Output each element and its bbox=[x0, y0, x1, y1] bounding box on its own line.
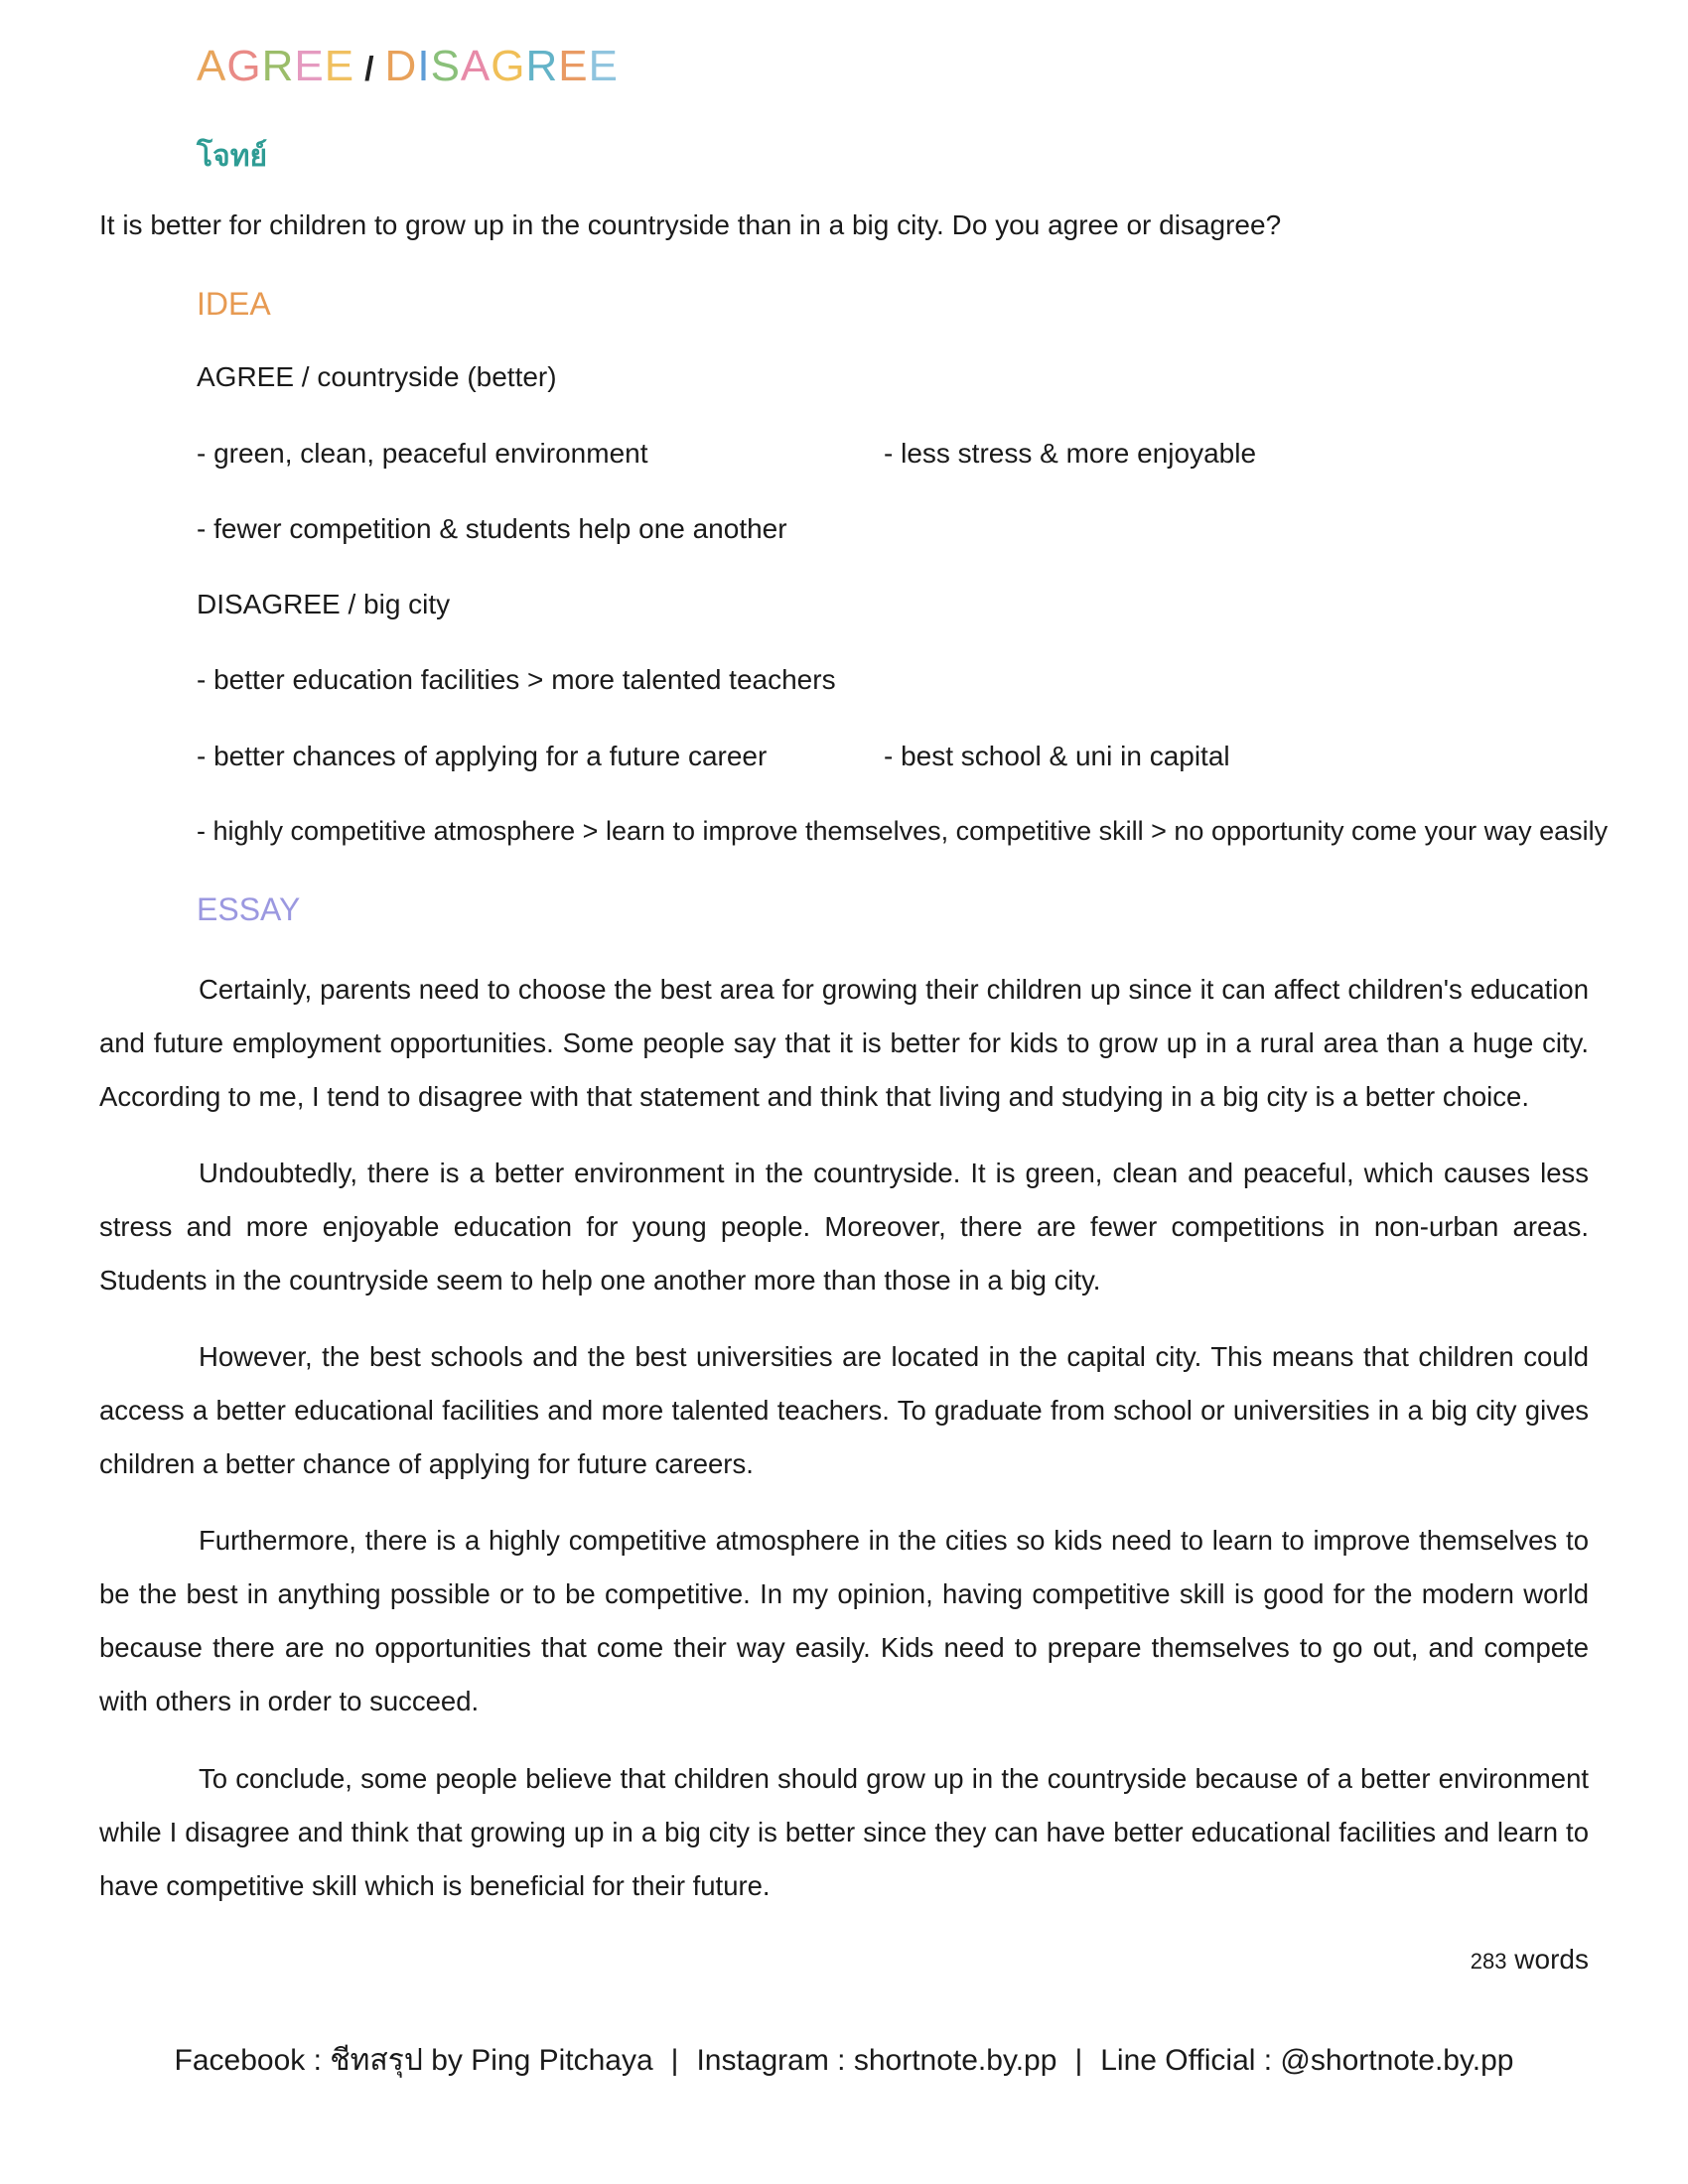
agree-title: AGREE / countryside (better) bbox=[197, 361, 557, 392]
page-title bbox=[197, 42, 619, 91]
title-disagree: DISAGREE bbox=[384, 42, 620, 90]
footer-facebook: Facebook : ชีทสรุป by Ping Pitchaya bbox=[174, 2044, 653, 2077]
idea-heading: IDEA bbox=[197, 286, 271, 322]
essay-heading: ESSAY bbox=[197, 891, 301, 927]
disagree-point-2: - better chances of applying for a future career bbox=[197, 741, 768, 771]
disagree-point-4: - highly competitive atmosphere > learn to improve themselves, competitive skill > no opportunity come your way easily bbox=[197, 816, 1609, 846]
footer-instagram: Instagram : shortnote.by.pp bbox=[696, 2044, 1057, 2077]
essay-paragraph-2: Undoubtedly, there is a better environment in the countryside. It is green, clean and peaceful, which causes less stress and more enjoyable education for young people. Moreover, there are fewer competitions in non-urban areas. Students in the countryside seem to help one another more than those in a big city. bbox=[99, 1158, 1589, 1296]
title-slash: / bbox=[364, 51, 375, 88]
disagree-point-1: - better education facilities > more talented teachers bbox=[197, 664, 836, 695]
word-count bbox=[1471, 1944, 1589, 1976]
agree-point-3: - fewer competition & students help one another bbox=[197, 513, 787, 544]
disagree-point-3: - best school & uni in capital bbox=[884, 741, 1230, 771]
footer-line-official: Line Official : @shortnote.by.pp bbox=[1100, 2044, 1514, 2077]
footer-separator-2: | bbox=[1074, 2044, 1083, 2077]
agree-point-1: - green, clean, peaceful environment bbox=[197, 438, 648, 469]
footer-credits bbox=[0, 2037, 1688, 2084]
essay-paragraph-5: To conclude, some people believe that children should grow up in the countryside because of a better environment while I disagree and think that growing up in a big city is better since they can have better educational facilities and learn to have competitive skill which is beneficial for their future. bbox=[99, 1763, 1589, 1901]
word-count-number: 283 bbox=[1470, 1949, 1507, 1974]
essay-paragraph-4: Furthermore, there is a highly competitive atmosphere in the cities so kids need to learn to improve themselves to be the best in anything possible or to be competitive. In my opinion, having competitive skill is good for the modern world because there are no opportunities that come their way easily. Kids need to prepare themselves to go out, and compete with others in order to succeed. bbox=[99, 1525, 1589, 1716]
agree-point-2: - less stress & more enjoyable bbox=[884, 438, 1257, 469]
topic-label: โจทย์ bbox=[197, 140, 268, 173]
title-agree: AGREE bbox=[197, 42, 355, 90]
disagree-title: DISAGREE / big city bbox=[197, 589, 451, 619]
essay-paragraph-3: However, the best schools and the best universities are located in the capital city. This means that children could access a better educational facilities and more talented teachers. To graduate from school or universities in a big city gives children a better chance of applying for future careers. bbox=[99, 1341, 1589, 1479]
essay-paragraph-1: Certainly, parents need to choose the best area for growing their children up since it can affect children's education and future employment opportunities. Some people say that it is better for kids to grow up in a rural area than a huge city. According to me, I tend to disagree with that statement and think that living and studying in a big city is a better choice. bbox=[99, 974, 1589, 1112]
word-count-unit: words bbox=[1514, 1944, 1589, 1975]
question-text: It is better for children to grow up in the countryside than in a big city. Do you agree or disagree? bbox=[99, 209, 1282, 240]
footer-separator-1: | bbox=[670, 2044, 679, 2077]
